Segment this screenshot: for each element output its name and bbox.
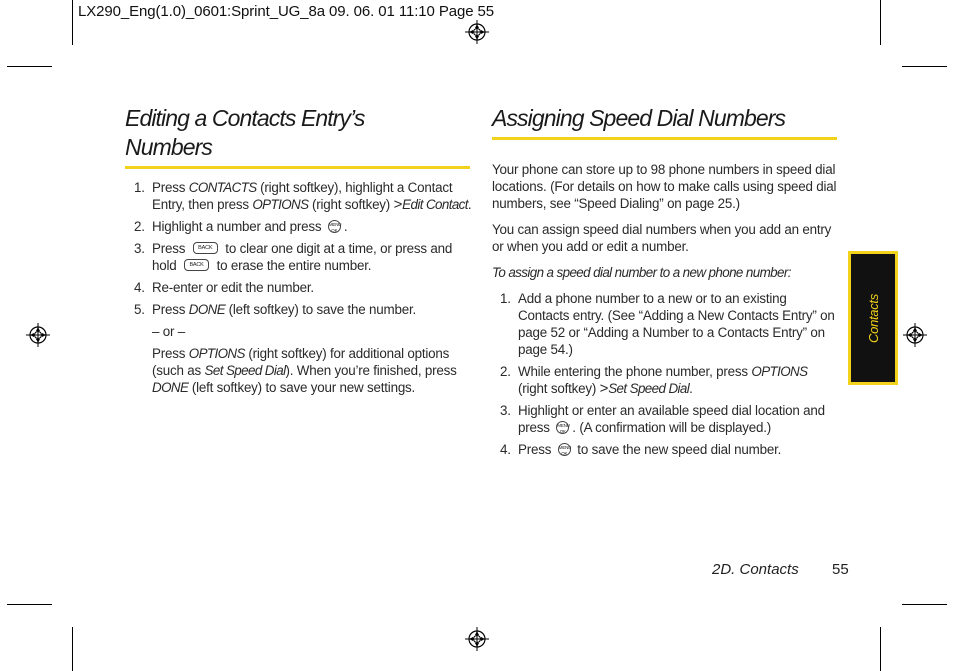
step-number: 3. [134,241,145,256]
registration-mark-icon [465,627,489,651]
key-label: MENU [557,422,570,428]
step-text: to save the new speed dial number. [577,442,782,457]
crop-mark [902,66,947,67]
left-heading-line1: Editing a Contacts Entry’s [125,105,365,131]
list-item [126,179,474,213]
list-item [126,279,474,296]
step-text: Press [518,442,552,457]
back-key-icon: BACK [193,242,218,254]
step-text: (right softkey) [308,197,394,212]
list-item [492,402,840,436]
menu-ok-key-icon [556,421,569,434]
key-label: MENU [328,221,342,227]
right-heading-rule [492,137,837,140]
step-text: . [467,197,472,212]
step-text: . [689,381,693,396]
step-text: (left softkey) to save the number. [225,302,417,317]
crop-mark [902,604,947,605]
step-number: 4. [134,280,145,295]
left-steps [126,179,474,401]
softkey-label: OPTIONS [252,197,309,212]
step-text: Highlight a number and press [152,219,322,234]
crop-mark [880,627,881,671]
list-item [492,363,840,397]
menu-ok-key-icon [328,220,341,233]
footer-section-name: 2D. Contacts [712,561,799,578]
back-key-icon: BACK [184,259,209,271]
crop-mark [7,604,52,605]
section-tab-inner [851,254,895,382]
list-item [492,441,840,458]
menu-arrow: > [393,196,403,213]
step-text: Press [152,346,189,361]
list-item [126,301,474,396]
page-number: 55 [832,561,849,578]
step-text: (left softkey) to save your new settings. [188,380,416,395]
menu-option-label: Set Speed Dial [608,381,690,396]
print-slug: LX290_Eng(1.0)_0601:Sprint_UG_8a 09. 06. 01 11:10 Page 55 [78,3,495,20]
step-text: While entering the phone number, press [518,364,752,379]
step-text: Press [152,302,189,317]
section-tab [848,251,898,385]
key-label: OK [561,450,568,456]
step-text: Re-enter or edit the number. [152,280,314,295]
key-label: OK [331,227,338,233]
step-number: 2. [134,219,145,234]
step-alternative [152,345,474,396]
step-text: . (A confirmation will be displayed.) [572,420,772,435]
left-heading-line2: Numbers [125,134,213,160]
procedure-subheading: To assign a speed dial number to a new phone number: [492,265,791,280]
left-heading-rule [125,166,470,169]
step-text: Add a phone number to a new or to an existing Contacts entry. (See “Adding a New Contacts Entry” on page 52 or “Adding a Number to a Contacts Entry” on page 54.) [518,291,835,357]
registration-mark-icon [465,20,489,44]
step-number: 1. [500,291,511,306]
step-number: 2. [500,364,511,379]
step-number: 5. [134,302,145,317]
softkey-label: CONTACTS [188,180,257,195]
crop-mark [7,66,52,67]
crop-mark [880,0,881,45]
intro-paragraph: Your phone can store up to 98 phone numbers in speed dial locations. (For details on how to make calls using speed dial numbers, see “Speed Dialing” on page 25.) [492,162,837,211]
list-item [126,218,474,235]
softkey-label: DONE [188,302,226,317]
step-number: 4. [500,442,511,457]
step-text: Press [152,241,186,256]
registration-mark-icon [26,323,50,347]
step-text: to erase the entire number. [216,258,372,273]
menu-ok-key-icon [558,443,571,456]
crop-mark [72,0,73,45]
left-heading [125,104,470,162]
right-heading: Assigning Speed Dial Numbers [492,105,786,131]
crop-mark [72,627,73,671]
step-text: Highlight or enter an available speed dial location and press [518,403,825,435]
key-label: OK [559,428,566,434]
softkey-label: DONE [152,380,189,395]
step-text: Press [152,180,189,195]
step-number: 1. [134,180,145,195]
step-text: ). When you’re finished, press [285,363,457,378]
step-text: to clear one digit at a time, or press and hold [152,241,453,273]
softkey-label: OPTIONS [751,364,808,379]
right-body [492,161,840,463]
step-number: 3. [500,403,511,418]
softkey-label: OPTIONS [188,346,245,361]
section-tab-label: Contacts [865,293,881,343]
menu-arrow: > [599,380,609,397]
list-item [126,240,474,274]
or-separator: – or – [152,324,186,339]
menu-option-label: Edit Contact [402,197,468,212]
intro-paragraph: You can assign speed dial numbers when you add an entry or when you add or edit a number. [492,222,832,254]
menu-option-label: Set Speed Dial [204,363,286,378]
registration-mark-icon [903,323,927,347]
list-item [492,290,840,358]
step-text: (right softkey) for additional options (such as [152,346,450,378]
key-label: MENU [558,444,572,450]
step-text: (right softkey), highlight a Contact Entry, then press [152,180,453,212]
step-text: . [343,219,348,234]
step-text: (right softkey) [518,381,600,396]
